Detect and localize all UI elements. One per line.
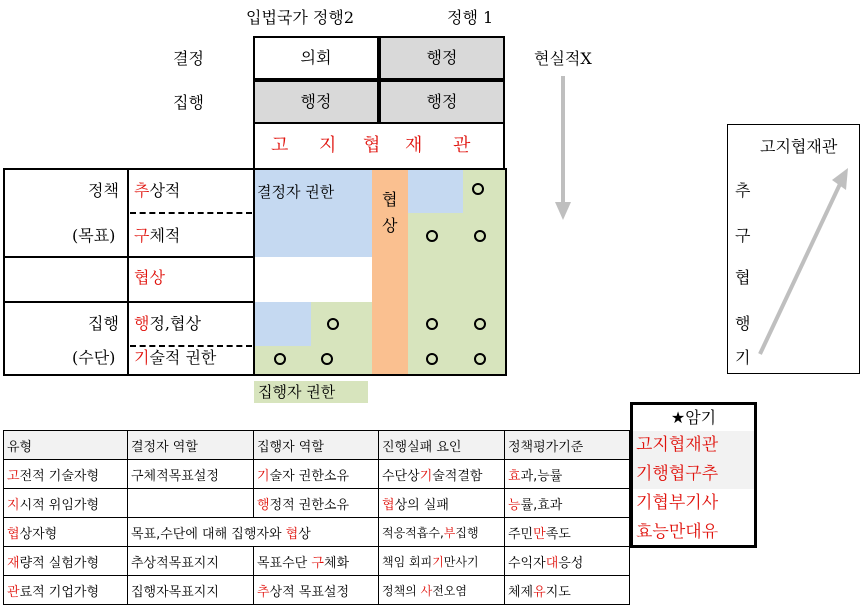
table-cell xyxy=(254,547,379,576)
table-row xyxy=(4,518,630,547)
executor-area-exec xyxy=(311,302,372,346)
table-cell xyxy=(505,547,630,576)
down-arrow xyxy=(553,74,573,224)
table-cell: 추상적목표지지 xyxy=(128,547,254,576)
cell-exec-admin-1 xyxy=(253,80,379,124)
table-header-row xyxy=(4,431,630,460)
cell-post: 술적결함 xyxy=(432,468,483,484)
memorize-title: ★암기 xyxy=(670,408,717,427)
legend-letter: 협 xyxy=(363,135,381,156)
table-row xyxy=(4,547,630,576)
label-goal: (목표) xyxy=(72,226,116,245)
label-admin-first: 행 xyxy=(134,314,150,333)
memorize-line: 고지협재관 xyxy=(633,431,754,460)
cell-first: 고 xyxy=(7,468,20,484)
label-concrete-first: 구 xyxy=(134,226,150,245)
label-tech xyxy=(134,348,216,368)
cell-text: 의회 xyxy=(300,48,332,67)
circle-mark xyxy=(327,318,339,330)
policy-type-table xyxy=(3,430,630,605)
table-cell xyxy=(254,576,379,605)
label-concrete xyxy=(134,226,180,246)
label-admin-rest: 정,협상 xyxy=(149,314,201,333)
legend-letter: 지 xyxy=(319,135,337,156)
table-cell xyxy=(4,518,128,547)
cell-mid: 구 xyxy=(311,555,324,571)
circle-mark xyxy=(474,353,486,365)
table-cell xyxy=(379,518,505,547)
memorize-box xyxy=(630,402,757,548)
decider-area-top-right xyxy=(408,169,463,213)
cell-post: 전오염 xyxy=(432,583,467,598)
table-row xyxy=(4,576,630,605)
cell-decision-admin xyxy=(379,36,505,80)
cell-first: 효 xyxy=(508,468,521,484)
right-box-char: 협 xyxy=(735,268,751,287)
cell-mid: 협 xyxy=(285,526,299,542)
table-cell: 구체적목표설정 xyxy=(128,460,254,489)
executor-area-top xyxy=(463,169,505,213)
cell-exec-admin-2 xyxy=(379,80,505,124)
cell-rest: 상자형 xyxy=(19,526,58,542)
cell-pre: 체제 xyxy=(508,584,534,600)
memorize-line: 기협부기사 xyxy=(636,493,719,513)
right-box-char: 구 xyxy=(735,226,751,245)
cell-pre: 수단상 xyxy=(382,468,420,484)
matrix-divider xyxy=(127,168,129,376)
cell-first: 지 xyxy=(7,497,20,513)
table-row xyxy=(4,489,630,518)
cell-post: 응성 xyxy=(558,555,584,571)
cell-post: 족도 xyxy=(545,526,571,542)
cell-mid: 대 xyxy=(545,555,559,571)
matrix-left-border xyxy=(3,168,5,376)
cell-pre: 목표,수단에 대해 집행자와 xyxy=(131,526,286,542)
matrix-right-border xyxy=(505,168,507,376)
cell-rest: 상적 목표설정 xyxy=(269,584,350,600)
circle-mark xyxy=(274,353,286,365)
cell-rest: 시적 위임가형 xyxy=(19,497,100,513)
cell-mid: 사 xyxy=(420,583,433,598)
circle-mark xyxy=(426,318,438,330)
label-negotiation: 협상 xyxy=(134,268,165,287)
cell-first: 협 xyxy=(382,497,395,513)
table-cell xyxy=(505,576,630,605)
executor-area-right xyxy=(408,213,505,375)
cell-pre: 주민 xyxy=(508,526,534,542)
label-means: (수단) xyxy=(72,348,116,367)
table-header: 집행자 역할 xyxy=(254,431,379,460)
right-box-title: 고지협재관 xyxy=(760,137,838,156)
table-header: 정책평가기준 xyxy=(505,431,630,460)
cell-post: 집행 xyxy=(455,525,479,540)
memorize-line: 기행협구추 xyxy=(633,460,754,489)
table-row xyxy=(4,460,630,489)
label-abstract-first: 추 xyxy=(134,181,150,200)
cell-post: 체화 xyxy=(323,555,350,571)
matrix-divider xyxy=(253,168,255,376)
cell-decision-legislature xyxy=(253,36,379,80)
cell-text: 행정 xyxy=(426,48,458,67)
memorize-line: 효능만대유 xyxy=(636,522,719,542)
circle-mark xyxy=(472,183,484,195)
table-cell xyxy=(505,518,630,547)
label-abstract xyxy=(134,181,180,201)
label-tech-first: 기 xyxy=(134,348,150,367)
circle-mark xyxy=(426,353,438,365)
table-cell-merged xyxy=(128,518,379,547)
right-box-char: 추 xyxy=(735,181,751,200)
dashed-separator xyxy=(130,212,252,214)
cell-pre: 수익자 xyxy=(508,555,546,571)
circle-mark xyxy=(321,353,333,365)
decider-area-exec xyxy=(254,302,311,346)
table-cell xyxy=(379,576,505,605)
diagonal-arrow xyxy=(752,164,862,364)
cell-post: 만사기 xyxy=(443,554,479,569)
dashed-separator xyxy=(130,345,252,347)
label-tech-rest: 술적 권한 xyxy=(149,348,217,367)
diagram-title-right: 정행 1 xyxy=(447,8,494,27)
cell-pre: 목표수단 xyxy=(257,555,312,571)
table-cell xyxy=(379,489,505,518)
legend-letter: 고 xyxy=(271,135,289,156)
label-policy: 정책 xyxy=(88,181,119,200)
table-header: 결정자 역할 xyxy=(128,431,254,460)
executor-area-bottom xyxy=(254,346,372,375)
right-box-char: 기 xyxy=(735,348,751,367)
cell-first: 관 xyxy=(7,584,20,600)
cell-mid: 유 xyxy=(533,584,546,600)
cell-first: 협 xyxy=(7,526,20,542)
table-cell xyxy=(4,576,128,605)
table-cell xyxy=(505,489,630,518)
table-cell xyxy=(505,460,630,489)
cell-post: 상 xyxy=(298,526,311,542)
row-label-execution: 집행 xyxy=(173,93,204,112)
negotiation-col-char: 협 xyxy=(382,190,398,209)
cell-text: 행정 xyxy=(300,92,332,111)
legend-letter: 재 xyxy=(405,135,423,156)
cell-mid: 만 xyxy=(533,526,546,542)
cell-rest: 술자 권한소유 xyxy=(269,468,350,484)
cell-mid: 부 xyxy=(443,525,456,540)
table-cell xyxy=(4,460,128,489)
cell-first: 기 xyxy=(257,468,270,484)
decider-authority-label: 결정자 권한 xyxy=(257,183,335,201)
right-box-char: 행 xyxy=(735,314,751,333)
label-concrete-rest: 체적 xyxy=(149,226,181,245)
cell-pre: 책임 회피 xyxy=(382,554,433,569)
cell-rest: 량적 실험가형 xyxy=(19,555,100,571)
cell-rest: 정적 권한소유 xyxy=(269,497,350,513)
cell-rest: 전적 기술자형 xyxy=(19,468,100,484)
cell-text: 행정 xyxy=(426,92,458,111)
table-cell xyxy=(379,460,505,489)
cell-first: 재 xyxy=(7,555,20,571)
cell-mid: 기 xyxy=(419,468,433,484)
table-cell: 집행자목표지지 xyxy=(128,576,254,605)
legend-letters-row xyxy=(253,124,505,168)
label-abstract-rest: 상적 xyxy=(149,181,181,200)
table-cell xyxy=(254,489,379,518)
row-label-decision: 결정 xyxy=(173,49,204,68)
table-cell xyxy=(4,489,128,518)
circle-mark xyxy=(426,230,438,242)
cell-rest: 료적 기업가형 xyxy=(19,584,100,600)
table-header: 진행실패 요인 xyxy=(379,431,505,460)
table-cell xyxy=(379,547,505,576)
negotiation-col-char: 상 xyxy=(382,216,398,235)
cell-pre: 정책의 xyxy=(382,583,421,598)
legend-letter: 관 xyxy=(453,135,471,156)
cell-rest: 률,효과 xyxy=(520,497,563,513)
cell-post: 지도 xyxy=(545,584,571,600)
cell-rest: 과,능률 xyxy=(520,468,563,484)
executor-authority-label: 집행자 권한 xyxy=(258,383,336,401)
diagram-title-left: 입법국가 정행2 xyxy=(246,8,355,27)
circle-mark xyxy=(474,318,486,330)
label-exec: 집행 xyxy=(88,314,119,333)
unrealistic-label: 현실적X xyxy=(534,49,592,68)
label-admin xyxy=(134,314,201,334)
table-cell xyxy=(254,460,379,489)
table-cell xyxy=(4,547,128,576)
cell-pre: 적응적흡수, xyxy=(382,525,444,540)
cell-rest: 상의 실패 xyxy=(394,497,449,513)
circle-mark xyxy=(474,230,486,242)
cell-first: 행 xyxy=(257,497,270,513)
cell-mid: 기 xyxy=(432,554,444,569)
cell-first: 추 xyxy=(257,584,270,600)
table-cell xyxy=(128,489,254,518)
table-header: 유형 xyxy=(4,431,128,460)
cell-first: 능 xyxy=(508,497,521,513)
